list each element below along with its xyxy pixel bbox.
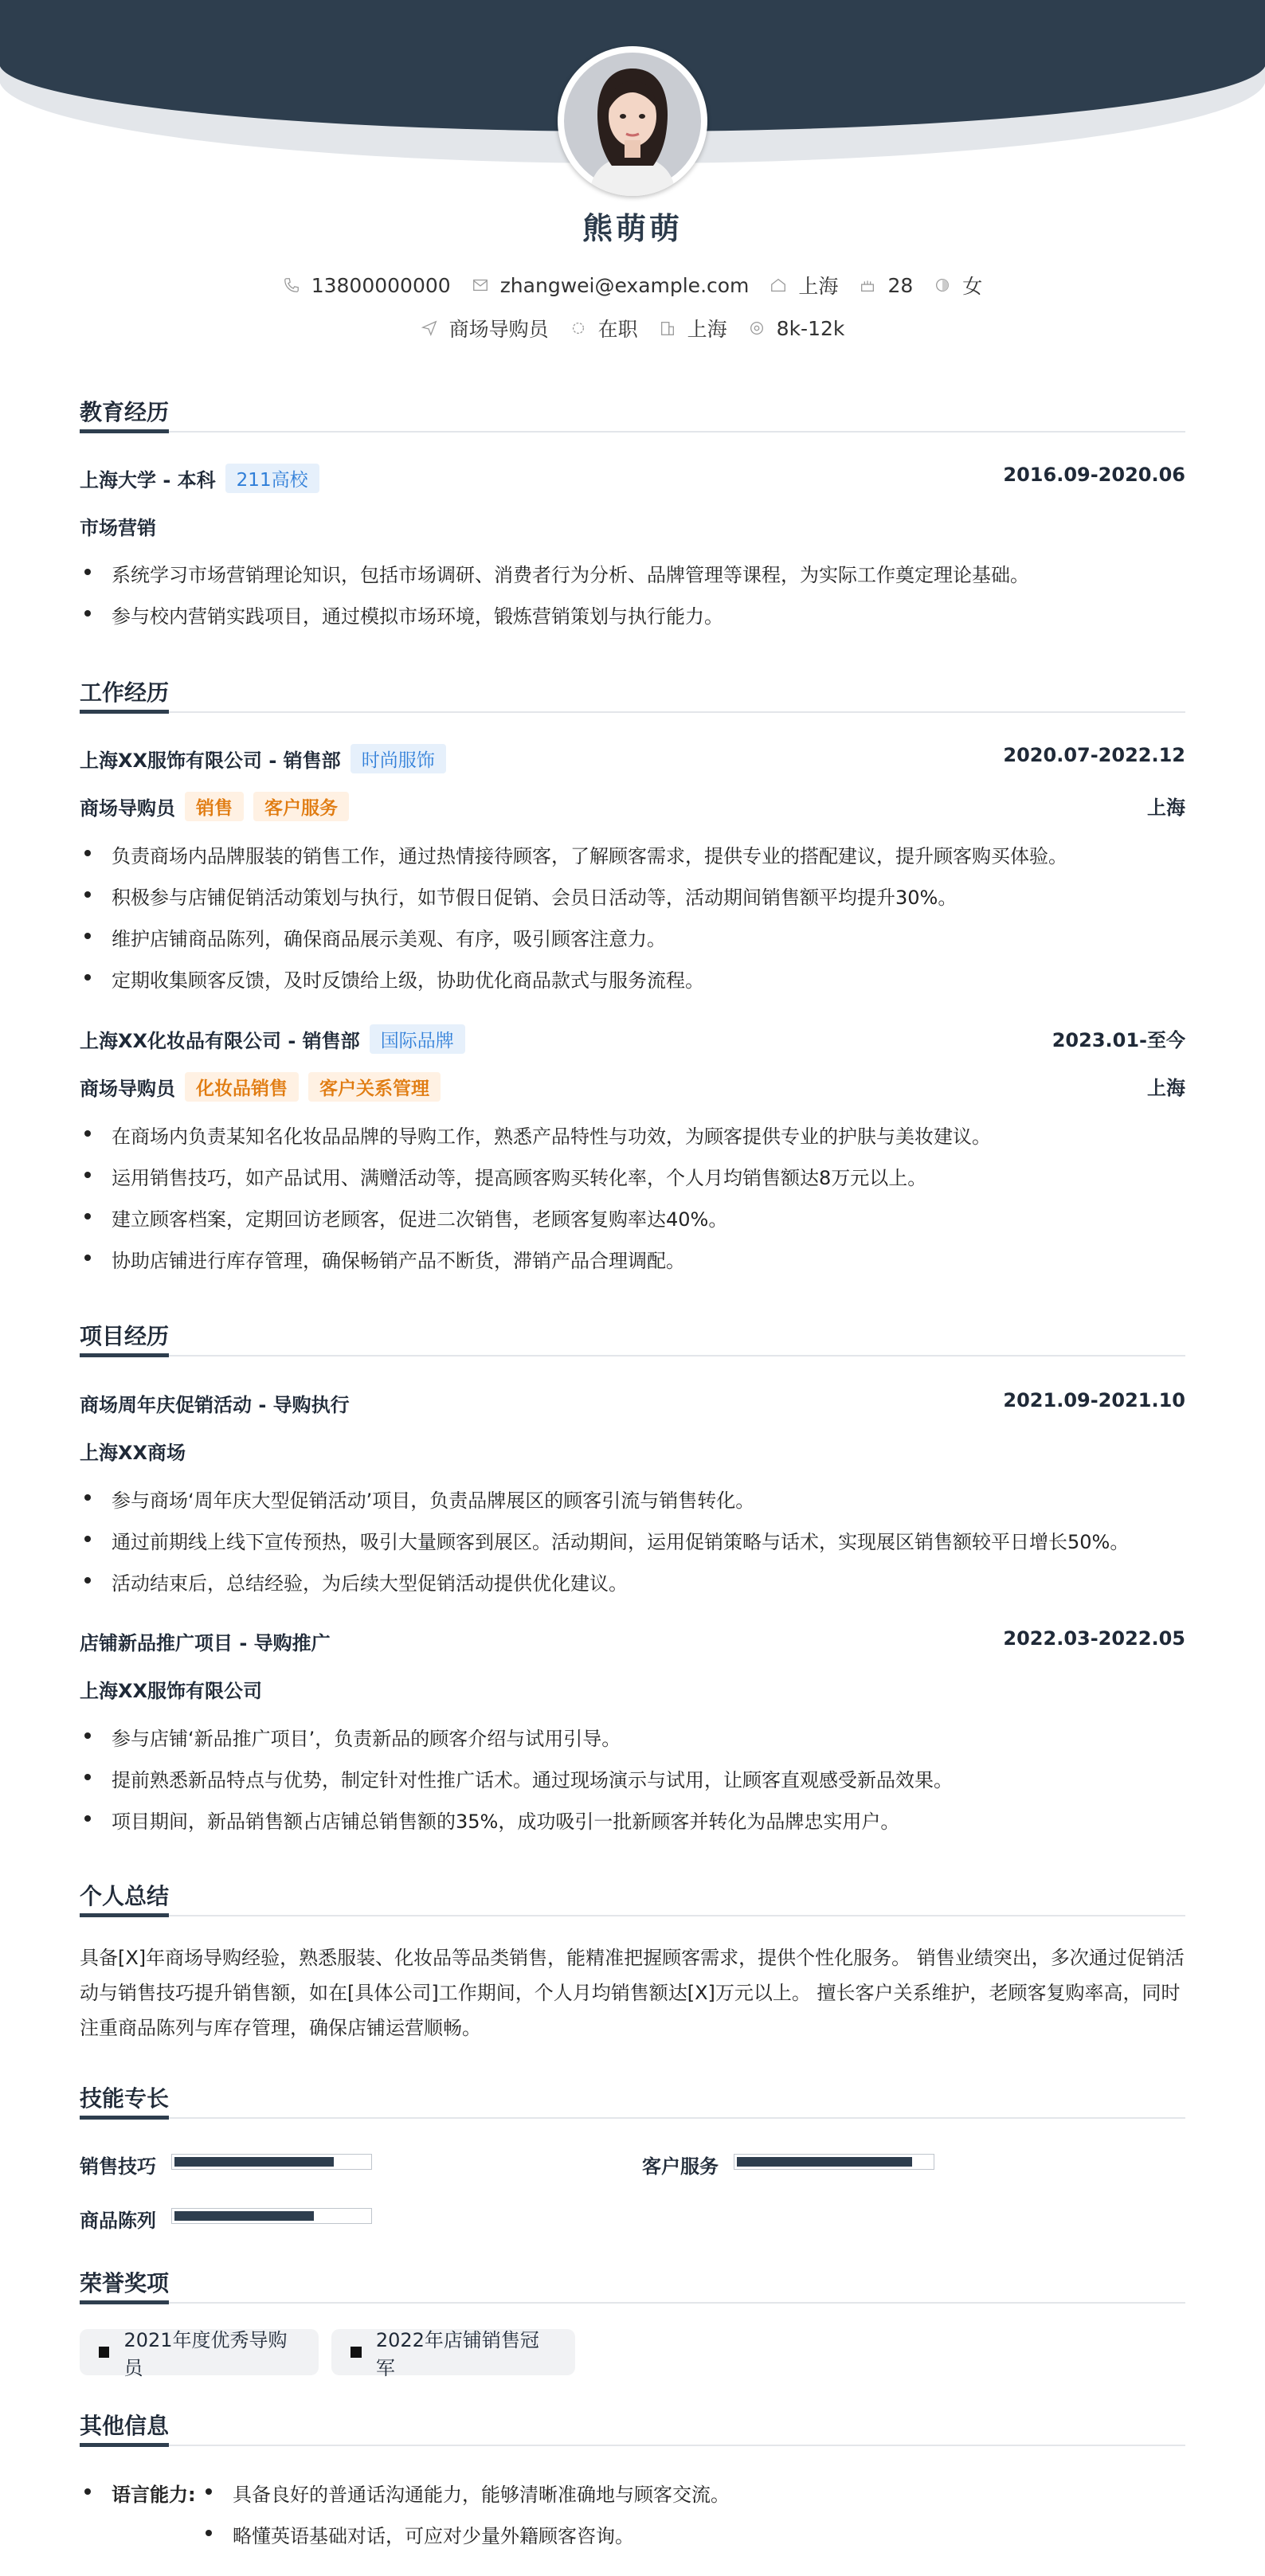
position-text: 商场导购员 bbox=[448, 318, 549, 341]
work-city-item bbox=[659, 314, 727, 343]
edu-header bbox=[80, 464, 1185, 493]
home-icon bbox=[770, 276, 787, 294]
status-text: 在职 bbox=[597, 318, 638, 341]
job-location: 上海 bbox=[1147, 797, 1185, 819]
list-item: 具备良好的普通话沟通能力，能够清晰准确地与顾客交流。 bbox=[201, 2479, 1185, 2507]
gender-text: 女 bbox=[962, 275, 983, 298]
edu-major: 市场营销 bbox=[80, 517, 156, 539]
job-company: 上海XX化妆品有限公司 - 销售部 bbox=[80, 1030, 360, 1052]
job-date: 2023.01-至今 bbox=[1052, 1029, 1185, 1051]
phone-icon bbox=[283, 276, 300, 294]
edu-school: 上海大学 - 本科 bbox=[80, 469, 216, 491]
job-role-row bbox=[80, 792, 1185, 821]
other-label: 语言能力: bbox=[112, 2484, 196, 2506]
section-divider bbox=[80, 431, 1185, 433]
project-org: 上海XX服饰有限公司 bbox=[80, 1680, 263, 1702]
job-tag: 时尚服饰 bbox=[351, 744, 446, 773]
job-tag: 国际品牌 bbox=[370, 1024, 465, 1054]
job-role: 商场导购员 bbox=[80, 797, 175, 820]
project-header bbox=[80, 1389, 1185, 1417]
honor-text: 2022年店铺销售冠军 bbox=[375, 2329, 539, 2379]
list-item: 协助店铺进行库存管理，确保畅销产品不断货，滞销产品合理调配。 bbox=[80, 1245, 1185, 1273]
list-item: 系统学习市场营销理论知识，包括市场调研、消费者行为分析、品牌管理等课程，为实际工作奠定理论基础。 bbox=[80, 559, 1185, 587]
section-divider bbox=[80, 2117, 1185, 2119]
contact-row bbox=[0, 271, 1265, 299]
project-date: 2021.09-2021.10 bbox=[1003, 1389, 1185, 1411]
edu-tag: 211高校 bbox=[225, 464, 319, 493]
list-item: 项目期间，新品销售额占店铺总销售额的35%，成功吸引一批新顾客并转化为品牌忠实用户。 bbox=[80, 1806, 1185, 1834]
summary-text: 具备[X]年商场导购经验，熟悉服装、化妆品等品类销售，能精准把握顾客需求，提供个性化服务。 销售业绩突出，多次通过促销活动与销售技巧提升销售额，如在[具体公司]工作期间，个人月均销售额达[X]万元以上。 擅长客户关系维护，老顾客复购率高，同时注重商品陈列与库存管理，确保店铺运营顺畅。 bbox=[80, 1947, 1185, 2039]
gender-icon bbox=[934, 276, 951, 294]
project-title: 店铺新品推广项目 - 导购推广 bbox=[80, 1632, 331, 1654]
section-underline bbox=[80, 2443, 169, 2447]
job-header bbox=[80, 744, 1185, 773]
list-item: 参与校内营销实践项目，通过模拟市场环境，锻炼营销策划与执行能力。 bbox=[80, 601, 1185, 628]
phone-text: 13800000000 bbox=[311, 273, 451, 297]
section-title-summary: 个人总结 bbox=[80, 1883, 170, 1909]
skill-bar bbox=[171, 2208, 372, 2224]
list-item: 提前熟悉新品特点与优势，制定针对性推广话术。通过现场演示与试用，让顾客直观感受新品效果。 bbox=[80, 1764, 1185, 1792]
list-item: 运用销售技巧，如产品试用、满赠活动等，提高顾客购买转化率，个人月均销售额达8万元以上。 bbox=[80, 1162, 1185, 1190]
age-item bbox=[859, 274, 913, 297]
square-bullet-icon bbox=[351, 2347, 362, 2358]
section-divider bbox=[80, 711, 1185, 713]
building-icon bbox=[659, 319, 676, 337]
section-divider bbox=[80, 2302, 1185, 2304]
job-header bbox=[80, 1024, 1185, 1054]
section-underline bbox=[80, 2116, 169, 2120]
money-icon bbox=[748, 319, 766, 337]
status-icon bbox=[570, 319, 587, 337]
project-title: 商场周年庆促销活动 - 导购执行 bbox=[80, 1394, 350, 1416]
job-role: 商场导购员 bbox=[80, 1078, 175, 1100]
skill-bar-fill bbox=[174, 2157, 334, 2167]
square-bullet-icon bbox=[99, 2347, 109, 2358]
section-title-education: 教育经历 bbox=[80, 399, 170, 425]
city-text: 上海 bbox=[798, 275, 839, 298]
section-title-other: 其他信息 bbox=[80, 2413, 170, 2439]
skill-tag: 客户服务 bbox=[253, 792, 349, 821]
project-header bbox=[80, 1627, 1185, 1655]
section-underline bbox=[80, 2300, 169, 2304]
candidate-name: 熊萌萌 bbox=[582, 211, 683, 246]
skill-tag: 化妆品销售 bbox=[185, 1072, 299, 1102]
status-item bbox=[570, 314, 638, 343]
job-intent-row bbox=[0, 314, 1265, 343]
mail-icon bbox=[472, 276, 489, 294]
salary-text: 8k-12k bbox=[776, 316, 845, 340]
job-company: 上海XX服饰有限公司 - 销售部 bbox=[80, 750, 341, 772]
section-divider bbox=[80, 1355, 1185, 1357]
email-item bbox=[472, 274, 750, 297]
edu-date: 2016.09-2020.06 bbox=[1003, 464, 1185, 486]
list-item: 建立顾客档案，定期回访老顾客，促进二次销售，老顾客复购率达40%。 bbox=[80, 1204, 1185, 1231]
avatar bbox=[558, 46, 707, 196]
list-item: 在商场内负责某知名化妆品品牌的导购工作，熟悉产品特性与功效，为顾客提供专业的护肤与美妆建议。 bbox=[80, 1121, 1185, 1149]
list-item: 通过前期线上线下宣传预热，吸引大量顾客到展区。活动期间，运用促销策略与话术，实现展区销售额较平日增长50%。 bbox=[80, 1526, 1185, 1554]
skill-bar bbox=[171, 2154, 372, 2170]
list-item: 定期收集顾客反馈，及时反馈给上级，协助优化商品款式与服务流程。 bbox=[80, 965, 1185, 992]
list-item: 负责商场内品牌服装的销售工作，通过热情接待顾客，了解顾客需求，提供专业的搭配建议，提升顾客购买体验。 bbox=[80, 840, 1185, 868]
section-divider bbox=[80, 1915, 1185, 1916]
section-underline bbox=[80, 1913, 169, 1917]
list-item: 积极参与店铺促销活动策划与执行，如节假日促销、会员日活动等，活动期间销售额平均提升30%。 bbox=[80, 882, 1185, 910]
list-item: 参与店铺‘新品推广项目’，负责新品的顾客介绍与试用引导。 bbox=[80, 1723, 1185, 1751]
salary-item bbox=[748, 317, 845, 340]
skill-tag: 销售 bbox=[185, 792, 244, 821]
email-text: zhangwei@example.com bbox=[499, 273, 750, 297]
skill-label: 商品陈列 bbox=[80, 2210, 156, 2232]
job-location: 上海 bbox=[1147, 1077, 1185, 1099]
list-item: 活动结束后，总结经验，为后续大型促销活动提供优化建议。 bbox=[80, 1568, 1185, 1595]
honor-item bbox=[331, 2329, 575, 2379]
honor-item bbox=[80, 2329, 319, 2379]
section-title-project: 项目经历 bbox=[80, 1323, 170, 1349]
job-role-row bbox=[80, 1072, 1185, 1102]
work-city-text: 上海 bbox=[687, 318, 727, 341]
skill-bar bbox=[734, 2154, 934, 2170]
section-title-honors: 荣誉奖项 bbox=[80, 2270, 170, 2296]
age-icon bbox=[859, 276, 876, 294]
skill-bar-fill bbox=[174, 2211, 314, 2221]
section-underline bbox=[80, 710, 169, 714]
list-item: 维护店铺商品陈列，确保商品展示美观、有序，吸引顾客注意力。 bbox=[80, 923, 1185, 951]
send-icon bbox=[421, 319, 438, 337]
section-underline bbox=[80, 1353, 169, 1357]
project-date: 2022.03-2022.05 bbox=[1003, 1627, 1185, 1650]
skill-tag: 客户关系管理 bbox=[308, 1072, 441, 1102]
list-item: 略懂英语基础对话，可应对少量外籍顾客咨询。 bbox=[201, 2520, 1185, 2548]
position-item bbox=[421, 314, 549, 343]
age-text: 28 bbox=[887, 273, 914, 297]
section-title-skills: 技能专长 bbox=[80, 2085, 170, 2112]
skill-bar-fill bbox=[737, 2157, 912, 2167]
honor-text: 2021年度优秀导购员 bbox=[123, 2329, 288, 2379]
skill-label: 销售技巧 bbox=[80, 2155, 156, 2178]
job-date: 2020.07-2022.12 bbox=[1003, 744, 1185, 766]
section-divider bbox=[80, 2445, 1185, 2446]
phone-item bbox=[283, 274, 451, 297]
city-item bbox=[770, 271, 838, 299]
project-org: 上海XX商场 bbox=[80, 1442, 186, 1464]
section-underline bbox=[80, 429, 169, 433]
gender-item bbox=[934, 271, 982, 299]
skill-label: 客户服务 bbox=[642, 2155, 719, 2178]
section-title-work: 工作经历 bbox=[80, 679, 170, 706]
list-item: 参与商场‘周年庆大型促销活动’项目，负责品牌展区的顾客引流与销售转化。 bbox=[80, 1485, 1185, 1513]
